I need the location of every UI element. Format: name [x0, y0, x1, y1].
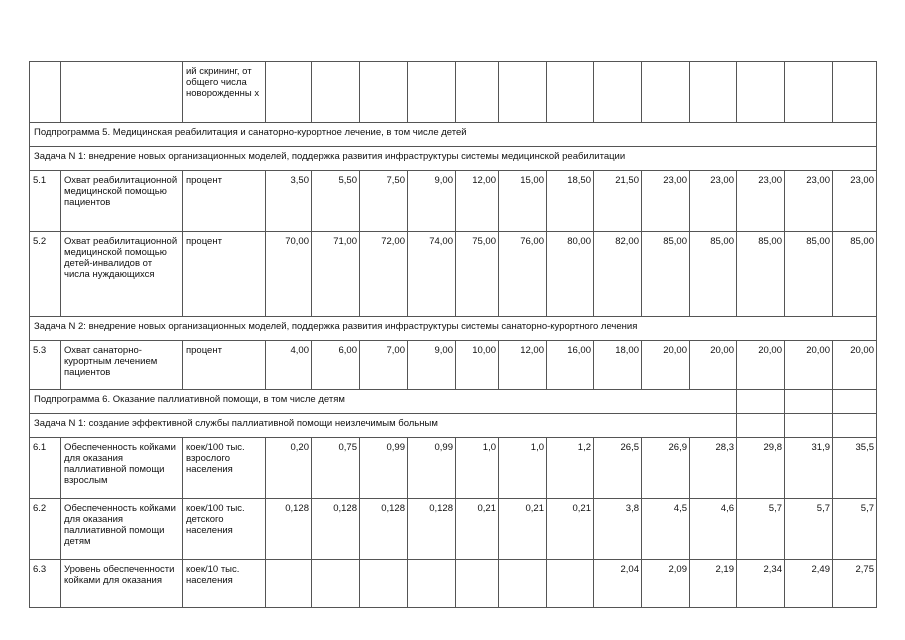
- row-unit-cell: коек/100 тыс. взрослого населения: [183, 438, 266, 499]
- row-name-cell: Охват санаторно-курортным лечением пациентов: [61, 341, 183, 390]
- table-row: [30, 171, 877, 232]
- value-cell: 29,8: [737, 438, 785, 499]
- value-cell: 7,00: [360, 341, 408, 390]
- value-cell: [312, 560, 360, 608]
- table-row: [30, 438, 877, 499]
- value-cell: 5,50: [312, 171, 360, 232]
- value-cell: 21,50: [594, 171, 642, 232]
- value-cell: 5,7: [737, 499, 785, 560]
- value-cell: 9,00: [408, 171, 456, 232]
- value-cell: 6,00: [312, 341, 360, 390]
- task-header-row: [30, 317, 877, 341]
- value-cell: 31,9: [785, 438, 833, 499]
- task-5-2-title: Задача N 2: внедрение новых организационных моделей, поддержка развития инфраструктуры системы санаторно-курортного лечения: [30, 317, 877, 341]
- value-cell: 20,00: [690, 341, 737, 390]
- value-cell: 35,5: [833, 438, 877, 499]
- value-cell: 0,20: [266, 438, 312, 499]
- value-cell: [408, 560, 456, 608]
- value-cell: 0,75: [312, 438, 360, 499]
- value-cell: 82,00: [594, 232, 642, 317]
- row-name-cell: Уровень обеспеченности койками для оказания: [61, 560, 183, 608]
- value-cell: 70,00: [266, 232, 312, 317]
- value-cell: 0,21: [499, 499, 547, 560]
- row-name-cell: [61, 62, 183, 123]
- value-cell: 5,7: [785, 499, 833, 560]
- row-unit-cell: ий скрининг, от общего числа новорожденны х: [183, 62, 266, 123]
- task-header-row: [30, 147, 877, 171]
- document-page: [29, 61, 877, 608]
- value-cell: 80,00: [547, 232, 594, 317]
- value-cell: 2,19: [690, 560, 737, 608]
- value-cell: 26,9: [642, 438, 690, 499]
- value-cell: 7,50: [360, 171, 408, 232]
- row-unit-cell: процент: [183, 232, 266, 317]
- value-cell: [266, 560, 312, 608]
- value-cell: 1,0: [456, 438, 499, 499]
- row-unit-cell: коек/10 тыс. населения: [183, 560, 266, 608]
- value-cell: 85,00: [642, 232, 690, 317]
- value-cell: 0,128: [266, 499, 312, 560]
- value-cell: 85,00: [737, 232, 785, 317]
- subprogram-5-title: Подпрограмма 5. Медицинская реабилитация и санаторно-курортное лечение, в том числе детей: [30, 123, 877, 147]
- value-cell: [360, 560, 408, 608]
- value-cell: 75,00: [456, 232, 499, 317]
- value-cell: 2,49: [785, 560, 833, 608]
- value-cell: 74,00: [408, 232, 456, 317]
- value-cell: [456, 560, 499, 608]
- value-cell: 4,5: [642, 499, 690, 560]
- value-cell: 0,99: [360, 438, 408, 499]
- row-code-cell: 5.1: [30, 171, 61, 232]
- value-cell: [547, 560, 594, 608]
- value-cell: 28,3: [690, 438, 737, 499]
- value-cell: 3,50: [266, 171, 312, 232]
- value-cell: 4,6: [690, 499, 737, 560]
- value-cell: 10,00: [456, 341, 499, 390]
- value-cell: 5,7: [833, 499, 877, 560]
- value-cell: 23,00: [737, 171, 785, 232]
- value-cell: 2,75: [833, 560, 877, 608]
- row-unit-cell: процент: [183, 171, 266, 232]
- value-cell: 2,34: [737, 560, 785, 608]
- value-cell: 3,8: [594, 499, 642, 560]
- value-cell: 20,00: [833, 341, 877, 390]
- value-cell: 9,00: [408, 341, 456, 390]
- row-name-cell: Обеспеченность койками для оказания паллиативной помощи взрослым: [61, 438, 183, 499]
- table-row: [30, 560, 877, 608]
- value-cell: 2,04: [594, 560, 642, 608]
- value-cell: 85,00: [690, 232, 737, 317]
- value-cell: 1,0: [499, 438, 547, 499]
- value-cell: 16,00: [547, 341, 594, 390]
- table-row: [30, 232, 877, 317]
- row-name-cell: Охват реабилитационной медицинской помощью пациентов: [61, 171, 183, 232]
- table-row: [30, 341, 877, 390]
- value-cell: 2,09: [642, 560, 690, 608]
- row-name-cell: Обеспеченность койками для оказания паллиативной помощи детям: [61, 499, 183, 560]
- value-cell: 20,00: [642, 341, 690, 390]
- value-cell: 23,00: [785, 171, 833, 232]
- table-row: [30, 62, 877, 123]
- value-cell: 20,00: [737, 341, 785, 390]
- row-code-cell: 6.2: [30, 499, 61, 560]
- row-code-cell: 6.1: [30, 438, 61, 499]
- value-cell: 0,21: [456, 499, 499, 560]
- indicators-table: [29, 61, 877, 608]
- value-cell: 1,2: [547, 438, 594, 499]
- value-cell: 76,00: [499, 232, 547, 317]
- value-cell: 71,00: [312, 232, 360, 317]
- value-cell: 0,21: [547, 499, 594, 560]
- value-cell: 85,00: [785, 232, 833, 317]
- value-cell: 12,00: [499, 341, 547, 390]
- task-5-1-title: Задача N 1: внедрение новых организационных моделей, поддержка развития инфраструктуры системы медицинской реабилитации: [30, 147, 877, 171]
- value-cell: 0,99: [408, 438, 456, 499]
- task-header-row: [30, 414, 877, 438]
- row-code-cell: 5.2: [30, 232, 61, 317]
- value-cell: 23,00: [690, 171, 737, 232]
- value-cell: 0,128: [408, 499, 456, 560]
- value-cell: [499, 560, 547, 608]
- value-cell: 72,00: [360, 232, 408, 317]
- row-unit-cell: процент: [183, 341, 266, 390]
- value-cell: 12,00: [456, 171, 499, 232]
- value-cell: 26,5: [594, 438, 642, 499]
- value-cell: 23,00: [833, 171, 877, 232]
- value-cell: 23,00: [642, 171, 690, 232]
- task-6-1-title: Задача N 1: создание эффективной службы паллиативной помощи неизлечимым больным: [30, 414, 737, 438]
- row-code-cell: [30, 62, 61, 123]
- table-row: [30, 499, 877, 560]
- row-name-cell: Охват реабилитационной медицинской помощью детей-инвалидов от числа нуждающихся: [61, 232, 183, 317]
- value-cell: 15,00: [499, 171, 547, 232]
- value-cell: 0,128: [312, 499, 360, 560]
- value-cell: 20,00: [785, 341, 833, 390]
- section-header-row: [30, 123, 877, 147]
- subprogram-6-title: Подпрограмма 6. Оказание паллиативной помощи, в том числе детям: [30, 390, 737, 414]
- value-cell: 4,00: [266, 341, 312, 390]
- value-cell: 0,128: [360, 499, 408, 560]
- row-unit-cell: коек/100 тыс. детского населения: [183, 499, 266, 560]
- section-header-row: [30, 390, 877, 414]
- value-cell: 18,50: [547, 171, 594, 232]
- value-cell: 18,00: [594, 341, 642, 390]
- value-cell: 85,00: [833, 232, 877, 317]
- row-code-cell: 6.3: [30, 560, 61, 608]
- row-code-cell: 5.3: [30, 341, 61, 390]
